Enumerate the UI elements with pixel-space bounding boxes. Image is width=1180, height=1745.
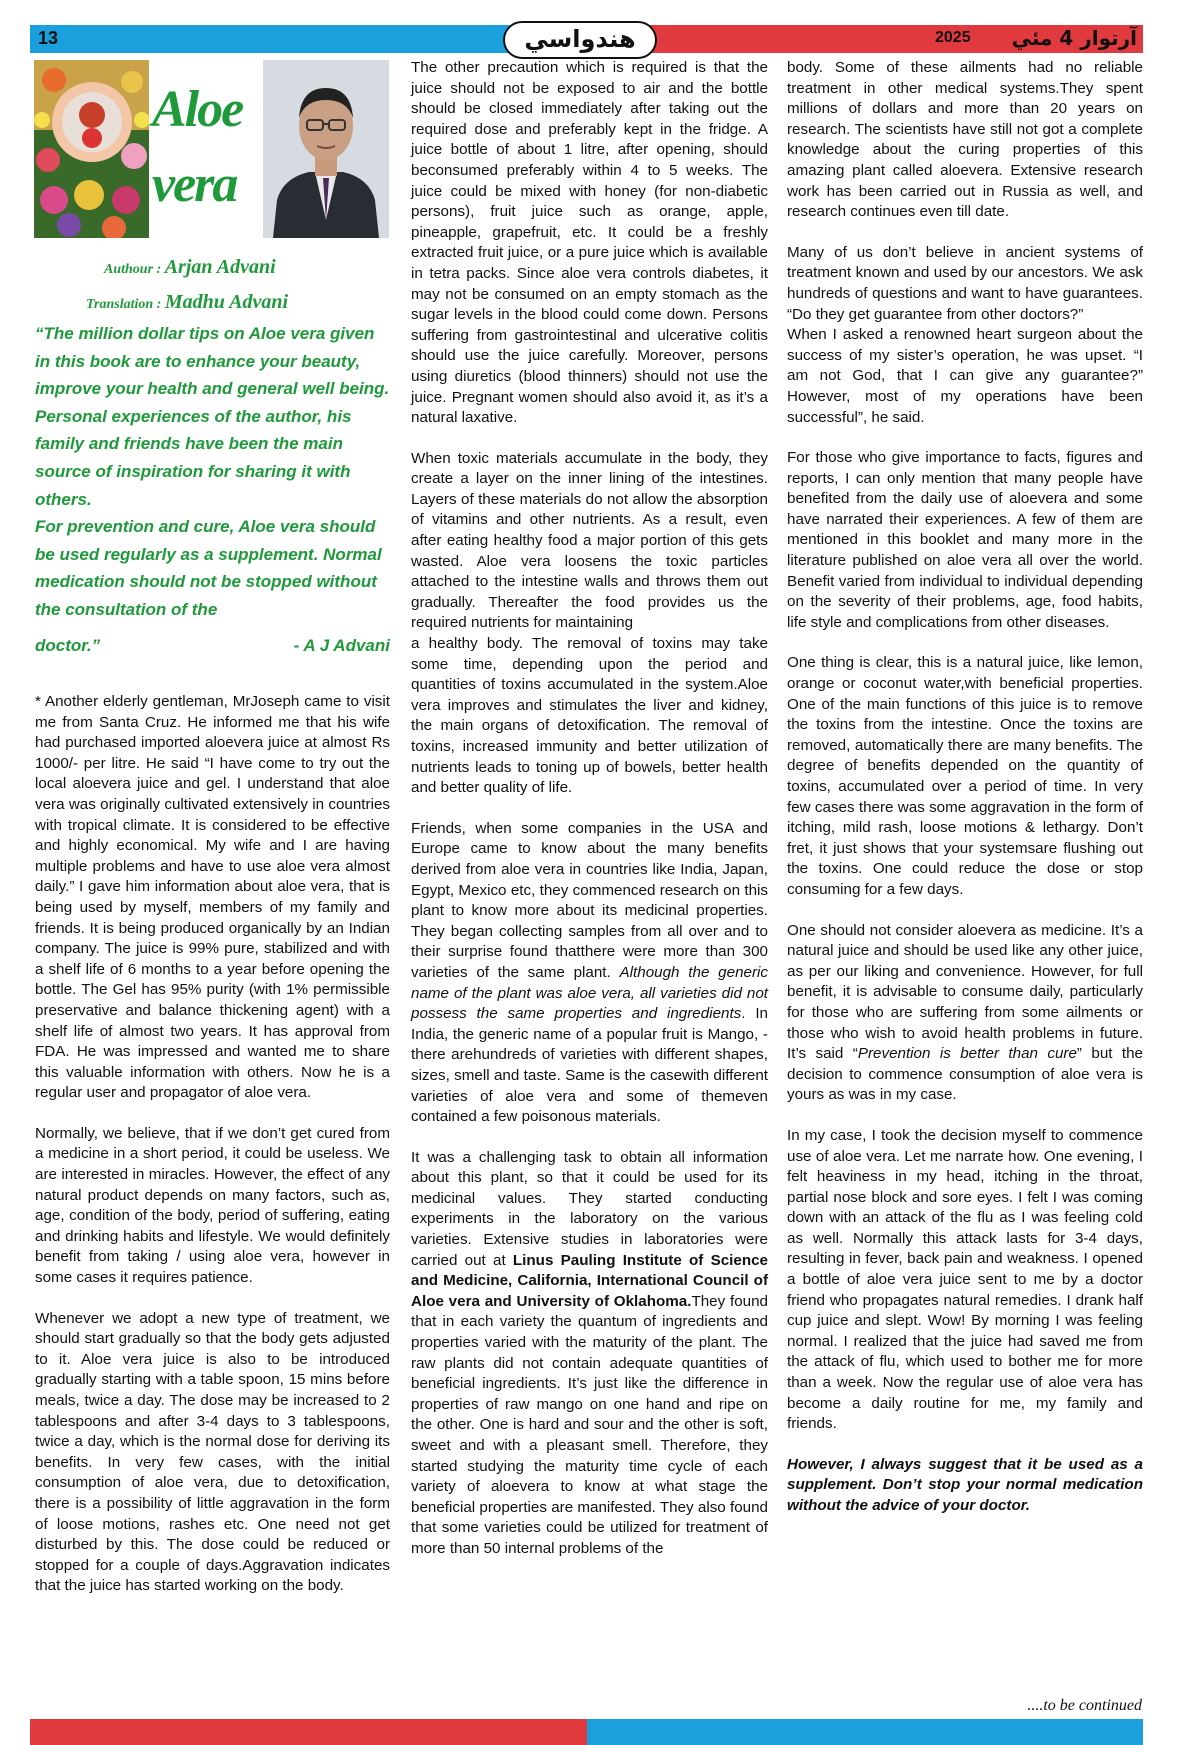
pull-quote <box>35 320 390 659</box>
paragraph: Many of us don’t believe in ancient systems of treatment known and used by our ancestors. We ask hundreds of questions and want to have guarantees. “Do they get guarantee from other doctors?” <box>787 243 1143 323</box>
paragraph <box>787 921 1143 1106</box>
author-label: Authour : <box>104 262 165 277</box>
text-run: They found that in each variety the quantum of ingredients and properties varied with the maturity of the plant. The raw plants did not contain adequate quantities of beneficial ingredients. It’s just like the difference in properties of raw mango on one hand and ripe on the other. One is hard and sour and the other is soft, sweet and with a pleasant smell. Therefore, they started studying the maturity time cycle of each variety of aloevera to know at what stage the beneficial properties are manifested. They also found that some varieties could be utilized for treatment of more than 50 internal problems of the <box>411 1292 768 1557</box>
flower-portrait-graphic <box>34 60 149 238</box>
paragraph: In my case, I took the decision myself to commence use of aloe vera. Let me narrate how. One evening, I felt heaviness in my head, itching in the throat, partial nose block and sore eyes. I felt I was coming down with an attack of the flu as I was feeling cold as well. Normally this attack lasts for 3-4 days, resulting in fever, back pain and weakness. I opened a bottle of aloe vera juice sent to me by a doctor friend who propagates natural remedies. I drank half cup juice and slept. Wow! By morning I was feeling normal. I realized that the juice had saved me from the attack of flu, which used to bother me for more than a week. Now the regular use of aloe vera has become a daily routine for me, my family and friends. <box>787 1126 1143 1433</box>
paragraph: When toxic materials accumulate in the body, they create a layer on the inner lining of the intestines. Layers of these materials do not allow the absorption of vitamins and other nutrients. As a result, even after eating healthy food a major portion of this gets wasted. Aloe vera loosens the toxic particles attached to the intestine walls and throws them out gradually. Thereafter the food provides us the required nutrients for maintaining <box>411 449 768 632</box>
page-header <box>30 25 1143 53</box>
page-number: 13 <box>38 28 59 48</box>
closing-advice: However, I always suggest that it be used as a supplement. Don’t stop your normal medication without the advice of your doctor. <box>787 1455 1143 1514</box>
closing-note <box>787 1455 1143 1517</box>
paragraph: The other precaution which is required is that the juice should not be exposed to air and the bottle should be closed immediately after taking out the required dose and preferably kept in the fridge. A juice bottle of about 1 litre, after opening, should beconsumed preferably within 4 to 5 weeks. The juice could be mixed with honey (for non-diabetic persons), fruit juice such as orange, apple, pineapple, grapefruit, etc. It could be a freshly extracted fruit juice, or a pure juice which is available in tetra packs. Since aloe vera controls diabetes, it may not be consumed on an empty stomach as the sugar levels in the blood could come down. Persons suffering from gastrointestinal and ulcerative colitis should use the juice carefully. Moreover, persons using diuretics (blood thinners) should not use the juice. Pregnant women should also avoid it, as it’s a natural laxative. <box>411 59 768 427</box>
italic-text: Although the generic name of the plant was aloe vera, all varieties did not possess the same properties and ingredients <box>411 963 768 1023</box>
paragraph <box>411 1148 768 1560</box>
quote-last-word: doctor.” <box>35 635 101 655</box>
header-year: 2025 <box>935 29 971 46</box>
newspaper-logo: هندواسي <box>503 21 657 59</box>
column-2 <box>411 58 768 1580</box>
flower-portrait-image <box>34 60 149 238</box>
quote-signature: - A J Advani <box>293 635 390 655</box>
header-date: آرتوار 4 مئي <box>1011 26 1137 50</box>
paragraph: For those who give importance to facts, figures and reports, I can only mention that many people have benefited from the daily use of aloevera and some have narrated their experiences. A few of them are mentioned in this booklet and many more in the literature published on aloe vera all over the world. Benefit varied from individual to individual depending on the severity of their problems, age, food habits, life style and complications from other diseases. <box>787 449 1143 631</box>
quote-paragraph: Personal experiences of the author, his family and friends have been the main source of inspiration for sharing it with others. <box>35 406 352 509</box>
article-title-line2: vera <box>152 156 237 213</box>
paragraph: When I asked a renowned heart surgeon about the success of my sister’s operation, he was upset. “I am not God, that I can give any guarantee?” However, most of my operations have been successful”, he said. <box>787 326 1143 426</box>
paragraph: body. Some of these ailments had no reliable treatment in other medical systems.They spent millions of dollars and more than 20 years on research. The scientists have still not got a complete knowledge about the curing properties of this amazing plant called aloevera. Extensive research work has been carried out in Russia as well, and research continues even till date. <box>787 59 1143 221</box>
author-name: Arjan Advani <box>164 256 276 278</box>
translator-byline <box>86 291 288 314</box>
text-run: . In India, the generic name of a popular fruit is Mango, - there arehundreds of varieties with different shapes, sizes, smell and taste. Same is the casewith different varieties of aloe vera and some of themeven contained a few poisonous materials. <box>411 1005 768 1126</box>
paragraph <box>411 819 768 1128</box>
author-photo-graphic <box>263 60 389 238</box>
translator-name: Madhu Advani <box>164 291 289 313</box>
text-run: One should not consider aloevera as medicine. It’s a natural juice and should be used like any other juice, as per our liking and convenience. However, for full benefit, it is advisable to consume daily, particularly for those who are suffering from some ailments or those who wish to avoid health problems in future. It’s said “ <box>787 921 1143 1063</box>
paragraph: Whenever we adopt a new type of treatment, we should start gradually so that the body gets adjusted to it. Aloe vera juice is also to be introduced gradually starting with a table spoon, 15 mins before meals, twice a day. The dose may be increased to 2 tablespoons and after 3-4 days to 3 tablespoons, twice a day, which is the normal dose for deriving its benefits. In very few cases, with the initial consumption of aloe vera, due to detoxification, there is a possibility of little aggravation in the form of loose motions, rashes etc. One need not get disturbed by this. The dose could be reduced or stopped for a couple of days.Aggravation indicates that the juice has started working on the body. <box>35 1309 390 1595</box>
quote-paragraph: “The million dollar tips on Aloe vera given in this book are to enhance your beauty, improve your health and general well being. <box>35 324 390 399</box>
column-3 <box>787 58 1143 1537</box>
bold-institutions: Linus Pauling Institute of Science and Medicine, California, International Council of Aloe vera and University of Oklahoma. <box>411 1251 768 1310</box>
author-photo <box>263 60 389 238</box>
paragraph: a healthy body. The removal of toxins may take some time, depending upon the period and quantities of toxins accumulated in the system.Aloe vera improves and stimulates the liver and kidney, the main organs of detoxification. The removal of toxins, increased immunity and better utilization of nutrients leads to toning up of bowels, better health and better quality of life. <box>411 635 768 797</box>
translator-label: Translation : <box>86 297 165 312</box>
paragraph: Normally, we believe, that if we don’t get cured from a medicine in a short period, it could be useless. We are interested in miracles. However, the effect of any natural product depends on many factors, such as, age, condition of the body, period of suffering, eating and drinking habits and lifestyle. We would definitely benefit from taking / using aloe vera, however in some cases it requires patience. <box>35 1124 390 1287</box>
footer-band-red <box>30 1719 587 1745</box>
text-run: Friends, when some companies in the USA and Europe came to know about the many benefits derived from aloe vera in countries like India, Japan, Egypt, Mexico etc, they commenced research on this plant to know more about its medicinal properties. They began collecting samples from all over and to their surprise found thatthere were more than 300 varieties of the same plant. <box>411 819 768 981</box>
to-be-continued: ....to be continued <box>1027 1697 1142 1714</box>
paragraph: One thing is clear, this is a natural juice, like lemon, orange or coconut water,with beneficial properties. One of the main functions of this juice is to remove the toxins from the intestine. Once the toxins are removed, automatically there are many benefits. The degree of benefits depended on the quantity of toxins, accumulated over a period of time. In very few cases there was some aggravation in the form of itching, mild rash, loose motions & lethargy. Don’t fret, it just shows that your systemsare flushing out the toxins. One could reduce the dose or stop consuming for a few days. <box>787 654 1143 898</box>
author-byline <box>104 256 276 279</box>
quote-paragraph: For prevention and cure, Aloe vera should be used regularly as a supplement. Normal medication should not be stopped without the consultation of the <box>35 517 382 619</box>
footer-band-blue <box>587 1719 1143 1745</box>
italic-text: Prevention is better than cure <box>857 1045 1077 1063</box>
text-run: It was a challenging task to obtain all information about this plant, so that it could be used for its medicinal values. They started conducting experiments in the laboratory on the various varieties. Extensive studies in laboratories were carried out at <box>411 1148 768 1269</box>
text-run: ” but the decision to commence consumption of aloe vera is yours as was in my case. <box>787 1045 1143 1104</box>
paragraph: * Another elderly gentleman, MrJoseph came to visit me from Santa Cruz. He informed me that his wife had purchased imported aloevera juice at almost Rs 1000/- per litre. He said “I have come to try out the local aloevera juice and gel. I understand that aloe vera was originally cultivated extensively in countries with tropical climate. It is considered to be effective and highly economical. My wife and I are having multiple problems and have to use aloe vera almost daily.” I gave him information about aloe vera, that is being used by myself, members of my family and friends. It is being produced organically by an Indian company. The juice is 99% pure, stabilized and with a shelf life of 6 months to a year before opening the bottle. The Gel has 95% purity (with 1% permissible preservative and balance thickening agent) with a shelf life of almost two years. It has approval from FDA. He was impressed and wanted me to share this valuable information with others. Now he is a regular user and propagator of aloe vera. <box>35 693 390 1102</box>
column-1 <box>35 692 390 1617</box>
article-title-line1: Aloe <box>152 81 243 138</box>
